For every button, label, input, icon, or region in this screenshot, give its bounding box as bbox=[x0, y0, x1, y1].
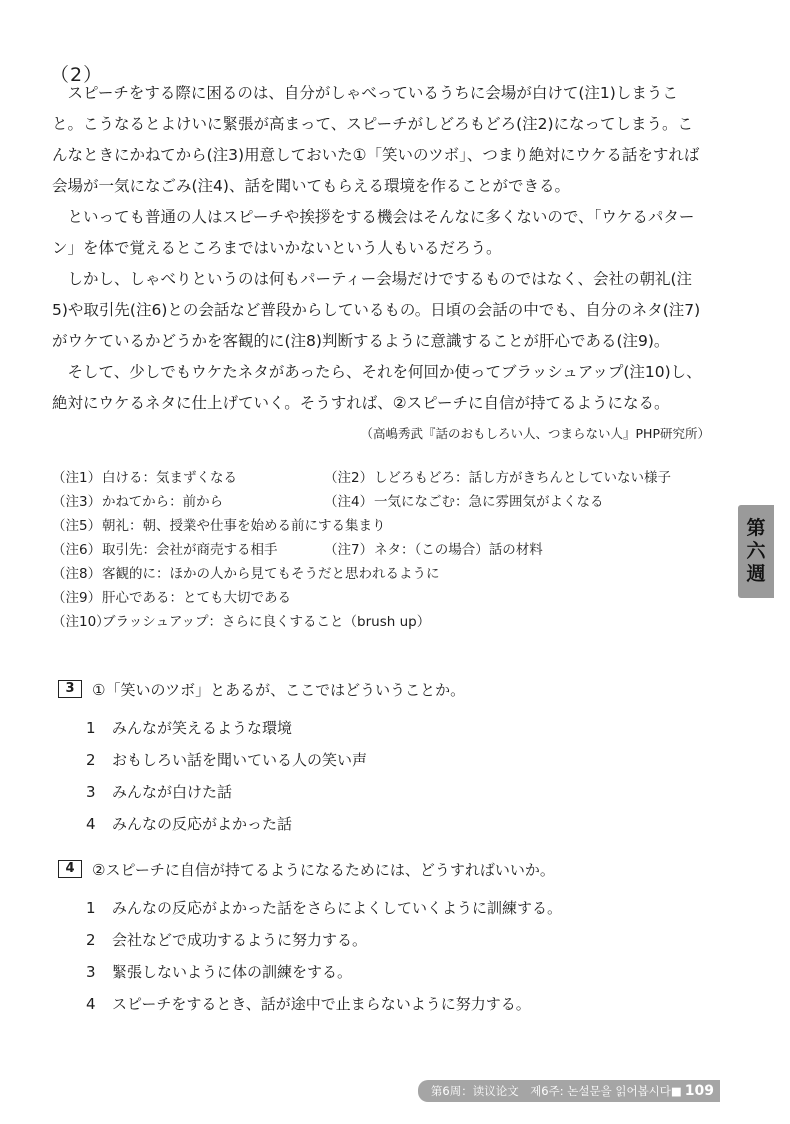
option-text: みんなが白けた話 bbox=[112, 783, 233, 801]
source-attribution: （高嶋秀武『話のおもしろい人、つまらない人』PHP研究所） bbox=[360, 426, 710, 441]
note-10 bbox=[52, 610, 430, 634]
note-number: （注9） bbox=[52, 590, 102, 606]
option-text: スピーチをするとき、話が途中で止まらないように努力する。 bbox=[112, 995, 531, 1013]
option-number: 1 bbox=[86, 719, 96, 737]
note-text: ブラッシュアップ：さらに良くすること（brush up） bbox=[102, 614, 431, 630]
note-text: 朝礼：朝、授業や仕事を始める前にする集まり bbox=[102, 518, 386, 534]
notes-row bbox=[52, 562, 712, 586]
option-text: おもしろい話を聞いている人の笑い声 bbox=[112, 751, 368, 769]
question-header bbox=[58, 676, 718, 702]
option-number: 4 bbox=[86, 815, 96, 833]
question-number-box: 3 bbox=[58, 680, 82, 698]
note-number: （注10） bbox=[52, 614, 110, 630]
note-text: 白ける：気まずくなる bbox=[102, 470, 237, 486]
option-text: みんなの反応がよかった話をさらによくしていくように訓練する。 bbox=[112, 899, 563, 917]
option-number: 3 bbox=[86, 963, 96, 981]
question-4 bbox=[58, 856, 718, 1020]
answer-option[interactable] bbox=[86, 808, 718, 840]
option-text: みんなの反応がよかった話 bbox=[112, 815, 293, 833]
option-number: 2 bbox=[86, 931, 96, 949]
note-number: （注6） bbox=[52, 542, 102, 558]
question-text: ②スピーチに自信が持てるようになるためには、どうすればいいか。 bbox=[92, 860, 555, 879]
option-text: 緊張しないように体の訓練をする。 bbox=[112, 963, 353, 981]
notes-row bbox=[52, 490, 712, 514]
note-7 bbox=[324, 538, 543, 562]
note-text: 一気になごむ：急に雰囲気がよくなる bbox=[374, 494, 604, 510]
question-number-box: 4 bbox=[58, 860, 82, 878]
notes-row bbox=[52, 538, 712, 562]
side-tab-char: 六 bbox=[746, 540, 766, 562]
note-4 bbox=[324, 490, 604, 514]
option-text: みんなが笑えるような環境 bbox=[112, 719, 293, 737]
footer-text: 第6周：读议论文 제6주: 논설문을 읽어봅시다■ bbox=[430, 1084, 682, 1098]
note-text: 肝心である：とても大切である bbox=[102, 590, 291, 606]
note-text: 客観的に：ほかの人から見てもそうだと思われるように bbox=[102, 566, 440, 582]
note-2 bbox=[324, 466, 671, 490]
question-header bbox=[58, 856, 718, 882]
side-tab-char: 第 bbox=[746, 517, 766, 539]
week-side-tab bbox=[738, 505, 774, 598]
note-8 bbox=[52, 562, 440, 586]
answer-option[interactable] bbox=[86, 956, 718, 988]
notes-row bbox=[52, 514, 712, 538]
question-3 bbox=[58, 676, 718, 840]
notes-row bbox=[52, 610, 712, 634]
option-number: 1 bbox=[86, 899, 96, 917]
answer-option[interactable] bbox=[86, 988, 718, 1020]
answer-option[interactable] bbox=[86, 892, 718, 924]
note-9 bbox=[52, 586, 291, 610]
note-1 bbox=[52, 466, 324, 490]
note-text: かねてから：前から bbox=[102, 494, 224, 510]
option-number: 4 bbox=[86, 995, 96, 1013]
note-number: （注5） bbox=[52, 518, 102, 534]
note-text: 取引先：会社が商売する相手 bbox=[102, 542, 278, 558]
note-number: （注1） bbox=[52, 470, 102, 486]
passage-paragraph-1: スピーチをする際に困るのは、自分がしゃべっているうちに会場が白けて(注1)しまうこと。こうなるとよけいに緊張が高まって、スピーチがしどろもどろ(注2)になってしまう。こんなときにかねてから(注3)用意しておいた①「笑いのツボ」、つまり絶対にウケる話をすれば会場が一気になごみ(注4)、話を聞いてもらえる環境を作ることができる。 bbox=[52, 84, 700, 195]
option-number: 3 bbox=[86, 783, 96, 801]
note-number: （注8） bbox=[52, 566, 102, 582]
section-label: （2） bbox=[50, 64, 104, 86]
page-number: 109 bbox=[684, 1083, 714, 1099]
answer-option[interactable] bbox=[86, 744, 718, 776]
answer-option[interactable] bbox=[86, 712, 718, 744]
option-text: 会社などで成功するように努力する。 bbox=[112, 931, 368, 949]
note-3 bbox=[52, 490, 324, 514]
note-text: しどろもどろ：話し方がきちんとしていない様子 bbox=[374, 470, 671, 486]
question-text: ①「笑いのツボ」とあるが、ここではどういうことか。 bbox=[92, 680, 466, 699]
passage-paragraph-4: そして、少しでもウケたネタがあったら、それを何回か使ってブラッシュアップ(注10)し、絶対にウケるネタに仕上げていく。そうすれば、②スピーチに自信が持てるようになる。 bbox=[52, 363, 702, 412]
note-number: （注2） bbox=[324, 470, 374, 486]
note-number: （注3） bbox=[52, 494, 102, 510]
option-number: 2 bbox=[86, 751, 96, 769]
reading-passage bbox=[52, 78, 702, 419]
note-text: ネタ：（この場合）話の材料 bbox=[374, 542, 543, 558]
notes-row bbox=[52, 586, 712, 610]
note-number: （注4） bbox=[324, 494, 374, 510]
answer-option[interactable] bbox=[86, 776, 718, 808]
passage-paragraph-2: といっても普通の人はスピーチや挨拶をする機会はそんなに多くないので、「ウケるパターン」を体で覚えるところまではいかないという人もいるだろう。 bbox=[52, 208, 695, 257]
note-5 bbox=[52, 514, 386, 538]
passage-paragraph-3: しかし、しゃべりというのは何もパーティー会場だけでするものではなく、会社の朝礼(注5)や取引先(注6)との会話など普段からしているもの。日頃の会話の中でも、自分のネタ(注7)がウケているかどうかを客観的に(注8)判断するように意識することが肝心である(注9)。 bbox=[52, 270, 701, 350]
page-footer bbox=[418, 1080, 720, 1102]
note-number: （注7） bbox=[324, 542, 374, 558]
note-6 bbox=[52, 538, 324, 562]
notes-row bbox=[52, 466, 712, 490]
vocabulary-notes bbox=[52, 466, 712, 634]
answer-option[interactable] bbox=[86, 924, 718, 956]
side-tab-char: 週 bbox=[746, 563, 766, 585]
